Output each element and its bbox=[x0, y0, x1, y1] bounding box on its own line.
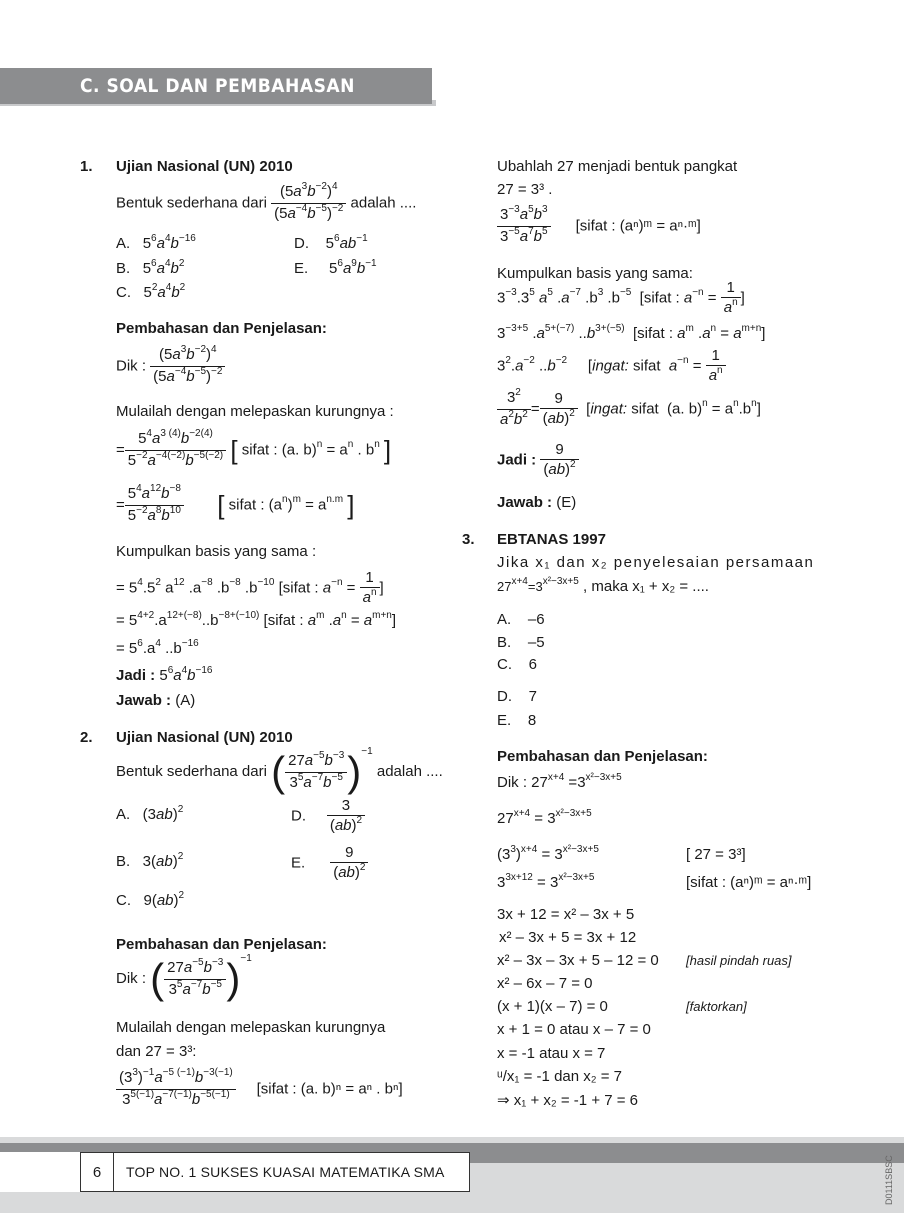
q3-option-a: A. –6 bbox=[497, 611, 545, 628]
q3-title: EBTANAS 1997 bbox=[497, 531, 606, 548]
q2-option-b: B. 3(ab)$^2$ bbox=[116, 851, 184, 870]
side-code: D0111SBSC bbox=[884, 1155, 894, 1205]
q2-cont-line1: $\frac{3^{-3}a^5b^3}{3^{-5}a^7b^5}$ [sifat : (aⁿ)ᵐ = aⁿ·ᵐ] bbox=[497, 205, 701, 248]
q2-cont-jadi: Jadi : $\frac{9}{(ab)^2}$ bbox=[497, 440, 579, 481]
q2-option-d: D. $\frac{3}{(ab)^2}$ bbox=[291, 796, 365, 837]
q1-section-heading: Pembahasan dan Penjelasan: bbox=[116, 320, 327, 337]
q3-line-1: 3x + 12 = x² – 3x + 5 bbox=[497, 906, 635, 923]
q3-note2: [sifat : (aⁿ)ᵐ = aⁿ·ᵐ] bbox=[686, 874, 812, 891]
section-title: C. SOAL DAN PEMBAHASAN bbox=[80, 75, 355, 97]
q3-line-2: x² – 3x + 5 = 3x + 12 bbox=[499, 929, 637, 946]
q2-title: Ujian Nasional (UN) 2010 bbox=[116, 729, 293, 746]
q3-section-heading: Pembahasan dan Penjelasan: bbox=[497, 748, 708, 765]
q3-note1: [ 27 = 3³] bbox=[686, 846, 746, 863]
q2-cont-line3: $3^{-3+5}$ $.a^{5+(-7)}$ $..b^{3+(-5)}$ [sifat : $a^m$ $.a^n = a^{m+n}$] bbox=[497, 323, 766, 342]
page-number: 6 bbox=[92, 1164, 102, 1181]
q1-step2: Kumpulkan basis yang sama : bbox=[116, 543, 317, 560]
q3-line-8: ᵘ/x₁ = -1 dan x₂ = 7 bbox=[497, 1068, 623, 1085]
q3-work-line1: $27^{x+4} = 3^{x^2-3x+5}$ bbox=[497, 808, 592, 827]
q1-option-a: A. $5^6a^4b^{-16}$ bbox=[116, 233, 196, 252]
q2-cont-intro: Ubahlah 27 menjadi bentuk pangkat bbox=[497, 158, 738, 175]
q2-prompt: Bentuk sederhana dari ( $\frac{27a^{-5}b^{-3}}{3^5a^{-7}b^{-5}}$ )$^{-1}$ adalah .... bbox=[116, 745, 443, 795]
q1-number: 1. bbox=[80, 158, 93, 175]
q3-option-d: D. 7 bbox=[497, 688, 538, 705]
q2-section-heading: Pembahasan dan Penjelasan: bbox=[116, 936, 327, 953]
q3-work-line3: $3^{3x+12} = 3^{x^2-3x+5}$ bbox=[497, 872, 595, 891]
q1-work-line4: = $5^{4+2}.a^{12+(-8)}..b^{-8+(-10)}$ [sifat : $a^m$ $.a^n = a^{m+n}$] bbox=[116, 610, 397, 629]
q2-step1b: dan 27 = 3³: bbox=[116, 1043, 197, 1060]
q2-option-c: C. 9(ab)$^2$ bbox=[116, 890, 185, 909]
q1-title: Ujian Nasional (UN) 2010 bbox=[116, 158, 293, 175]
q2-option-e: E. $\frac{9}{(ab)^2}$ bbox=[291, 843, 368, 884]
q3-line-3: x² – 3x – 3x + 5 – 12 = 0 bbox=[497, 952, 659, 969]
q1-option-e: E. $5^6a^9b^{-1}$ bbox=[294, 258, 377, 277]
q1-option-d: D. $5^6ab^{-1}$ bbox=[294, 233, 368, 252]
q3-option-b: B. –5 bbox=[497, 634, 545, 651]
q1-prompt-text: Bentuk sederhana dari bbox=[116, 194, 267, 212]
q2-work-line1: $\frac{(3^3)^{-1}a^{-5 (-1)}b^{-3(-1)}}{3^{5(-1)}a^{-7(-1)}b^{-5(-1)}}$ [sifat : (a. b)ⁿ = aⁿ . bⁿ] bbox=[116, 1068, 403, 1111]
q3-work-line2: $(3^3)^{x+4} = 3^{x^2-3x+5}$ bbox=[497, 844, 599, 863]
q2-cont-step2: Kumpulkan basis yang sama: bbox=[497, 265, 693, 282]
q2-cont-line2: $3^{-3}.3^5$ $a^5$ $.a^{-7}$ $.b^3$ $.b^{-5}$ [sifat : $a^{-n}$ = $\frac{1}{a^n}$ ] bbox=[497, 279, 745, 316]
q3-option-e: E. 8 bbox=[497, 712, 537, 729]
q2-cont-line5: $\frac{3^2}{a^2b^2}$ = $\frac{9}{(ab)^2}$ [ingat: sifat (a. $b)^n = a^n.b^n$] bbox=[497, 388, 761, 431]
q1-prompt-end: adalah .... bbox=[350, 194, 417, 212]
q2-cont-eq: 27 = 3³ . bbox=[497, 181, 553, 198]
q3-number: 3. bbox=[462, 531, 475, 548]
q3-line-5: (x + 1)(x – 7) = 0 bbox=[497, 998, 608, 1015]
q3-option-c: C. 6 bbox=[497, 656, 538, 673]
footer-tab bbox=[0, 1152, 80, 1192]
q3-line-4: x² – 6x – 7 = 0 bbox=[497, 975, 593, 992]
q1-jadi: Jadi : $5^6a^4b^{-16}$ bbox=[116, 665, 213, 684]
q3-note3: [hasil pindah ruas] bbox=[686, 953, 792, 968]
q2-cont-line4: $3^2.a^{-2}$ $..b^{-2}$ [ingat: sifat $a^{-n}$ = $\frac{1}{a^n}$ bbox=[497, 346, 726, 387]
q2-step1: Mulailah dengan melepaskan kurungnya bbox=[116, 1019, 386, 1036]
q2-cont-jawab: Jawab : (E) bbox=[497, 494, 577, 511]
q2-option-a: A. $(3ab)^2$ bbox=[116, 804, 184, 823]
q1-work-line5: = $5^6.a^4$ $..b^{-16}$ bbox=[116, 638, 199, 657]
q1-option-b: B. $5^6a^4b^2$ bbox=[116, 258, 185, 277]
q1-option-c: C. $5^2a^4b^2$ bbox=[116, 282, 186, 301]
q1-work-line1: = $\frac{5^4a^{3 (4)}b^{-2(4)}}{5^{-2}a^{-4(-2)}b^{-5(-2)}}$ [ sifat : (a. $b)^n = a^n$ . $b^n$ ] bbox=[116, 428, 392, 469]
q3-dik: Dik : $27^{x+4} =3^{x^2-3x+5}$ bbox=[497, 772, 622, 791]
q1-dik: Dik : $\frac{(5a^3b^{-2})^4}{(5a^{-4}b^{-5})^{-2}}$ bbox=[116, 345, 225, 388]
q2-number: 2. bbox=[80, 729, 93, 746]
q1-prompt bbox=[116, 182, 416, 225]
q1-work-line2: = $\frac{5^4a^{12}b^{-8}}{5^{-2}a^8b^{10}}$ [ sifat : $(a^n)^m = a^{n.m}$ ] bbox=[116, 483, 355, 524]
q1-jawab: Jawab : (A) bbox=[116, 692, 196, 709]
q3-note4: [faktorkan] bbox=[686, 999, 747, 1014]
q2-dik: Dik : ( $\frac{27a^{-5}b^{-3}}{3^5a^{-7}b^{-5}}$ )$^{-1}$ bbox=[116, 952, 252, 1002]
q1-fraction: $\frac{(5a^3b^{-2})^4}{(5a^{-4}b^{-5})^{-2}}$ bbox=[271, 182, 346, 225]
book-title: TOP NO. 1 SUKSES KUASAI MATEMATIKA SMA bbox=[126, 1164, 445, 1180]
q3-line-7: x = -1 atau x = 7 bbox=[497, 1045, 606, 1062]
q3-line-6: x + 1 = 0 atau x – 7 = 0 bbox=[497, 1021, 651, 1038]
q1-work-line3: = $5^4.5^2$ $a^{12}$ $.a^{-8}$ $.b^{-8}$ $.b^{-10}$ [sifat : $a^{-n}$ = $\frac{1}{a^n}$ ] bbox=[116, 569, 384, 606]
q3-prompt: Jika x₁ dan x₂ penyelesaian persamaan bbox=[497, 554, 815, 571]
q3-prompt-line2: $27^{x+4}=3^{x^2-3x+5}$ , maka x₁ + x₂ = .... bbox=[497, 576, 709, 595]
q1-step1: Mulailah dengan melepaskan kurungnya : bbox=[116, 403, 394, 420]
q3-line-9: ⇒ x₁ + x₂ = -1 + 7 = 6 bbox=[497, 1092, 639, 1109]
